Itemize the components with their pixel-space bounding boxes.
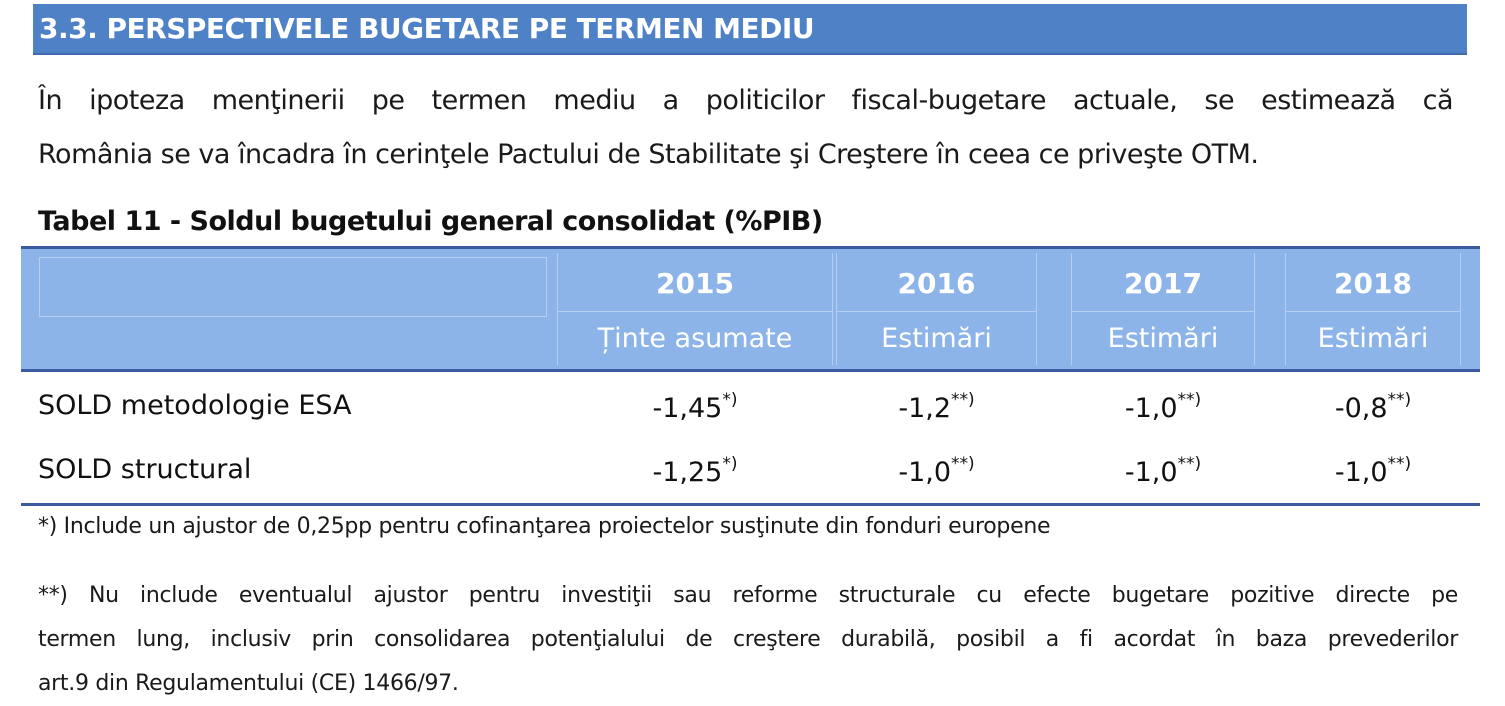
row-label: SOLD metodologie ESA [38,390,352,421]
table-row [21,378,1480,442]
footnote-mark: **) [1387,454,1412,474]
table-cell: -1,0**) [1124,390,1202,424]
header-year: 2016 [897,267,976,300]
footnote-2 [38,574,1458,706]
footnote-mark: **) [1387,390,1412,410]
table-cell: -1,0**) [1124,454,1202,488]
section-title: 3.3. PERSPECTIVELE BUGETARE PE TERMEN MEDIU [39,12,815,45]
intro-paragraph [38,74,1453,182]
table-header [21,246,1480,372]
header-year: 2015 [656,267,734,300]
footnote-2-line-1: **) Nu include eventualul ajustor pentru investiţii sau reforme structurale cu efecte bugetare pozitive directe pe [38,583,1458,608]
footnote-mark: *) [722,454,738,474]
table-caption: Tabel 11 - Soldul bugetului general consolidat (%PIB) [38,206,823,237]
table-row [21,442,1480,506]
table-cell: -1,25*) [652,454,738,488]
header-col-2016 [836,249,1037,369]
header-year: 2018 [1334,267,1412,300]
table-cell: -0,8**) [1334,390,1412,424]
footnote-mark: **) [951,390,975,410]
footnote-mark: **) [1177,454,1202,474]
footnote-2-line-3: art.9 din Regulamentului (CE) 1466/97. [38,671,459,696]
header-col-2015 [557,249,833,369]
table-cell: -1,0**) [1334,454,1412,488]
table-bottom-rule [21,503,1480,506]
header-empty-cell [39,257,547,317]
row-label: SOLD structural [38,454,252,485]
footnote-1: *) Include un ajustor de 0,25pp pentru cofinanţarea proiectelor susţinute din fonduri europene [38,514,1051,539]
footnote-mark: **) [951,454,975,474]
header-col-2017 [1071,249,1255,369]
header-col-2018 [1285,249,1461,369]
footnote-2-line-2: termen lung, inclusiv prin consolidarea potenţialului de creştere durabilă, posibil a fi acordat în baza prevederilor [38,627,1458,652]
footnote-mark: **) [1177,390,1202,410]
header-subtitle: Estimări [1107,323,1219,354]
paragraph-line-2: România se va încadra în cerinţele Pactului de Stabilitate şi Creştere în ceea ce priveşte OTM. [38,139,1259,170]
footnote-mark: *) [722,390,738,410]
section-header-bar [33,4,1467,55]
paragraph-line-1: În ipoteza menţinerii pe termen mediu a politicilor fiscal-bugetare actuale, se estimează că [38,85,1453,116]
budget-balance-table [21,246,1480,508]
header-subtitle: Estimări [881,323,992,354]
header-subtitle: Estimări [1317,323,1429,354]
header-subtitle: Ținte asumate [597,323,793,354]
table-cell: -1,2**) [898,390,975,424]
table-cell: -1,0**) [898,454,975,488]
table-cell: -1,45*) [652,390,738,424]
header-year: 2017 [1124,267,1202,300]
